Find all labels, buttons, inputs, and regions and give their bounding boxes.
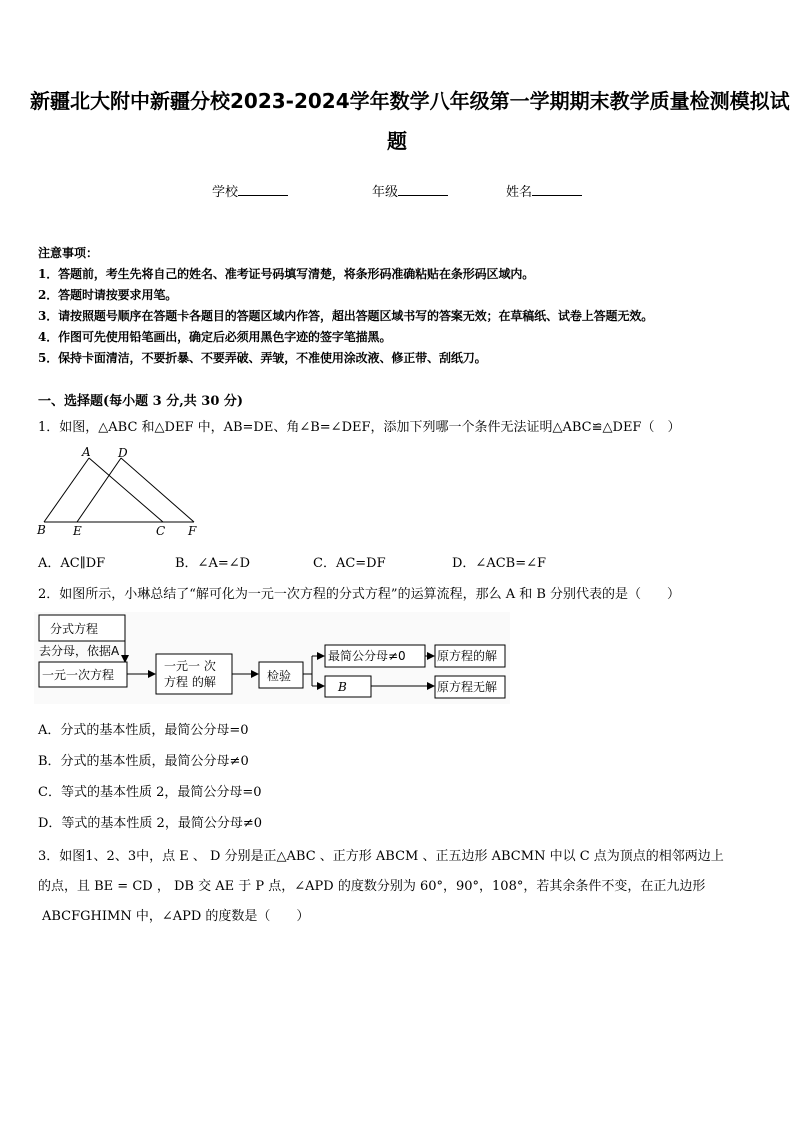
note-item: 3．请按照题号顺序在答题卡各题目的答题区域内作答，超出答题区域书写的答案无效；在草稿纸、试卷上答题无效。 bbox=[38, 309, 654, 323]
school-field[interactable] bbox=[212, 181, 288, 200]
question-1-stem: 1．如图，△ABC 和△DEF 中，AB=DE、角∠B=∠DEF，添加下列哪一个条件无法证明△ABC≌△DEF（ ） bbox=[38, 420, 681, 435]
question-3-line2: 的点，且 BE = CD ， DB 交 AE 于 P 点，∠APD 的度数分别为 60°，90°，108°，若其余条件不变，在正九边形 bbox=[38, 879, 706, 894]
segment-df bbox=[121, 458, 194, 522]
name-label: 姓名 bbox=[506, 185, 533, 200]
note-item: 1．答题前，考生先将自己的姓名、准考证号码填写清楚，将条形码准确粘贴在条形码区域内。 bbox=[38, 267, 535, 281]
text-result-solution: 原方程的解 bbox=[437, 649, 498, 663]
text-linear-solution-2: 方程 的解 bbox=[164, 675, 216, 689]
page-title-line2: 题 bbox=[387, 129, 407, 153]
text-linear-solution-1: 一元一 次 bbox=[164, 659, 216, 673]
name-field[interactable] bbox=[506, 181, 582, 200]
segment-ba bbox=[44, 458, 89, 522]
question-2-flowchart bbox=[34, 612, 510, 704]
segment-ac bbox=[89, 458, 163, 522]
school-label: 学校 bbox=[212, 185, 239, 200]
text-check: 检验 bbox=[267, 669, 292, 683]
grade-blank[interactable] bbox=[398, 183, 448, 196]
note-item: 4．作图可先使用铅笔画出，确定后必须用黑色字迹的签字笔描黑。 bbox=[38, 330, 392, 344]
text-condition-nonzero: 最简公分母≠0 bbox=[328, 649, 406, 663]
grade-field[interactable] bbox=[372, 181, 448, 200]
question-2-option-c[interactable]: C．等式的基本性质 2，最简公分母=0 bbox=[38, 785, 262, 800]
label-e: E bbox=[73, 524, 82, 538]
segment-ed bbox=[77, 458, 121, 522]
question-2-option-a[interactable]: A．分式的基本性质，最简公分母=0 bbox=[38, 723, 249, 738]
page-title-line1: 新疆北大附中新疆分校2023-2024学年数学八年级第一学期期末教学质量检测模拟试 bbox=[30, 89, 790, 113]
label-a: A bbox=[82, 445, 91, 459]
section-heading: 一、选择题(每小题 3 分,共 30 分) bbox=[38, 394, 244, 409]
box-condition-b bbox=[325, 676, 371, 697]
text-result-none: 原方程无解 bbox=[437, 680, 498, 694]
question-2-option-b[interactable]: B．分式的基本性质，最简公分母≠0 bbox=[38, 754, 249, 769]
question-3-line3: ABCFGHIMN 中，∠APD 的度数是（ ） bbox=[42, 909, 310, 924]
note-item: 5．保持卡面清洁，不要折暴、不要弄破、弄皱，不准使用涂改液、修正带、刮纸刀。 bbox=[38, 351, 487, 365]
question-1-option-c[interactable]: C．AC=DF bbox=[313, 556, 386, 571]
label-f: F bbox=[188, 524, 197, 538]
question-1-option-d[interactable]: D．∠ACB=∠F bbox=[452, 556, 547, 571]
grade-label: 年级 bbox=[372, 185, 399, 200]
question-2-option-d[interactable]: D．等式的基本性质 2，最简公分母≠0 bbox=[38, 816, 262, 831]
question-2-stem: 2．如图所示，小琳总结了“解可化为一元一次方程的分式方程”的运算流程，那么 A 和 B 分别代表的是（ ） bbox=[38, 587, 681, 602]
name-blank[interactable] bbox=[532, 183, 582, 196]
text-step-label: 去分母，依据A bbox=[39, 644, 120, 658]
question-1-triangle-figure bbox=[34, 440, 204, 540]
notes-heading: 注意事项： bbox=[38, 246, 99, 260]
note-item: 2．答题时请按要求用笔。 bbox=[38, 288, 178, 302]
text-fractional-equation: 分式方程 bbox=[50, 622, 99, 636]
text-linear-equation: 一元一次方程 bbox=[42, 668, 115, 682]
text-condition-b: B bbox=[338, 680, 347, 694]
label-d: D bbox=[118, 446, 128, 460]
label-c: C bbox=[156, 524, 166, 538]
question-1-option-b[interactable]: B．∠A=∠D bbox=[175, 556, 251, 571]
question-1-option-a[interactable]: A．AC∥DF bbox=[38, 556, 106, 571]
school-blank[interactable] bbox=[238, 183, 288, 196]
label-b: B bbox=[37, 523, 46, 537]
question-3-line1: 3．如图1、2、3中，点 E 、 D 分别是正△ABC 、正方形 ABCM 、正五边形 ABCMN 中以 C 点为顶点的相邻两边上 bbox=[38, 849, 724, 864]
